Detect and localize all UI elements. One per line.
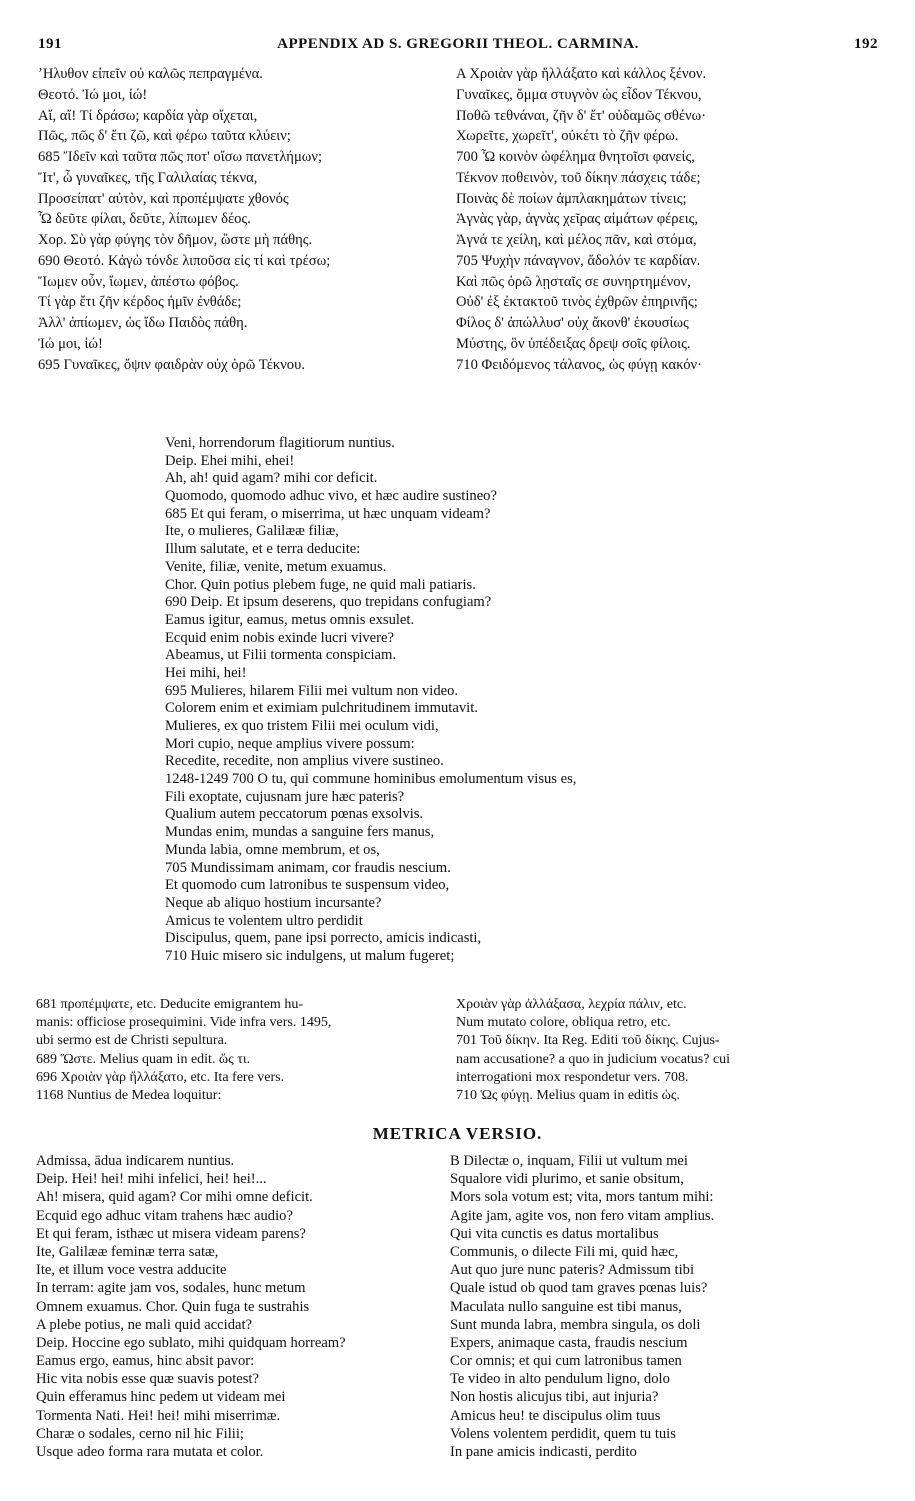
page-header bbox=[38, 36, 878, 58]
text-line: Veni, horrendorum flagitiorum nuntius. bbox=[165, 435, 395, 451]
text-line: Ecquid enim nobis exinde lucri vivere? bbox=[165, 629, 394, 646]
text-line: B Dilectæ o, inquam, Filii ut vultum mei bbox=[450, 1153, 688, 1169]
text-line: Illum salutate, et e terra deducite: bbox=[165, 541, 361, 558]
text-line: 1168 Nuntius de Medea loquitur: bbox=[36, 1087, 222, 1103]
text-line: 685 Ἴδεῖν καὶ ταῦτα πῶς ποτ' οἴσω πανετλήμων; bbox=[38, 149, 323, 165]
greek-text-right-column bbox=[456, 64, 876, 375]
text-line: Hic vita nobis esse quæ suavis potest? bbox=[36, 1371, 259, 1388]
text-line: Hei mihi, hei! bbox=[165, 664, 247, 681]
text-line: Amicus heu! te discipulus olim tuus bbox=[450, 1407, 661, 1424]
text-line: 700 Ὦ κοινὸν ὠφέλημα θνητοῖσι φανείς, bbox=[456, 149, 695, 165]
text-line: 695 Γυναῖκες, ὄψιν φαιδρὰν οὐχ ὁρῶ Τέκνου. bbox=[38, 356, 305, 373]
text-line: Deip. Hoccine ego sublato, mihi quidquam horream? bbox=[36, 1334, 346, 1351]
text-line: 710 Φειδόμενος τάλανος, ὡς φύγῃ κακόν· bbox=[456, 356, 702, 373]
text-line: Maculata nullo sanguine est tibi manus, bbox=[450, 1298, 682, 1315]
text-line: Qui vita cunctis es datus mortalibus bbox=[450, 1225, 659, 1242]
text-line: 689 Ὥστε. Melius quam in edit. ὥς τι. bbox=[36, 1051, 251, 1067]
text-line: Amicus te volentem ultro perdidit bbox=[165, 912, 363, 929]
text-line: Cor omnis; et qui cum latronibus tamen bbox=[450, 1353, 682, 1370]
text-line: Γυναῖκες, ὄμμα στυγνὸν ὡς εἶδον Τέκνου, bbox=[456, 86, 702, 103]
footnotes-left-column bbox=[36, 996, 456, 1105]
text-line: Mori cupio, neque amplius vivere possum: bbox=[165, 735, 415, 752]
text-line: Ἰώ μοι, ἰώ! bbox=[38, 335, 103, 352]
text-line: Eamus ergo, eamus, hinc absit pavor: bbox=[36, 1353, 255, 1370]
text-line: Et quomodo cum latronibus te suspensum video, bbox=[165, 877, 450, 894]
text-line: Venite, filiæ, venite, metum exuamus. bbox=[165, 558, 387, 575]
text-line: Munda labia, omne membrum, et os, bbox=[165, 841, 380, 858]
page-number-right: 192 bbox=[854, 36, 878, 52]
text-line: 695 Mulieres, hilarem Filii mei vultum non video. bbox=[165, 682, 459, 699]
footnotes-right-column bbox=[456, 996, 886, 1105]
text-line: Deip. Hei! hei! mihi infelici, hei! hei!... bbox=[36, 1171, 267, 1188]
text-line: Φίλος δ' ἀπώλλυσ' οὐχ ἄκονθ' ἑκουσίως bbox=[456, 315, 689, 331]
text-line: Tormenta Nati. Hei! hei! mihi miserrimæ. bbox=[36, 1407, 281, 1424]
text-line: Recedite, recedite, non amplius vivere sustineo. bbox=[165, 753, 444, 770]
text-line: 696 Χροιὰν γὰρ ἤλλάξατο, etc. Ita fere vers. bbox=[36, 1069, 285, 1085]
text-line: Ah, ah! quid agam? mihi cor deficit. bbox=[165, 470, 378, 487]
text-line: Deip. Ehei mihi, ehei! bbox=[165, 452, 295, 469]
text-line: Usque adeo forma rara mutata et color. bbox=[36, 1444, 264, 1460]
text-line: 705 Mundissimam animam, cor fraudis nescium. bbox=[165, 859, 451, 876]
text-line: Τί γὰρ ἔτι ζῆν κέρδος ἡμῖν ἐνθάδε; bbox=[38, 294, 242, 311]
text-line: Ἴωμεν οὖν, ἴωμεν, ἀπέστω φόβος. bbox=[38, 273, 239, 290]
text-line: Μύστης, ὃν ὑπέδειξας δρεψ σοῖς φίλοις. bbox=[456, 335, 691, 352]
text-line: Mors sola votum est; vita, mors tantum mihi: bbox=[450, 1189, 714, 1206]
text-line: nam accusatione? a quo in judicium vocatus? cui bbox=[456, 1051, 731, 1067]
text-line: Neque ab aliquo hostium incursante? bbox=[165, 894, 382, 911]
text-line: Num mutato colore, obliqua retro, etc. bbox=[456, 1015, 671, 1031]
text-line: Quomodo, quomodo adhuc vivo, et hæc audire sustineo? bbox=[165, 488, 497, 505]
text-line: Mundas enim, mundas a sanguine fers manus, bbox=[165, 824, 435, 841]
text-line: Expers, animaque casta, fraudis nescium bbox=[450, 1334, 688, 1351]
section-title: METRICA VERSIO. bbox=[372, 1124, 543, 1143]
text-line: 690 Deip. Et ipsum deserens, quo trepidans confugiam? bbox=[165, 594, 492, 611]
text-line: Squalore vidi plurimo, et sanie obsitum, bbox=[450, 1171, 684, 1188]
text-line: Abeamus, ut Filii tormenta conspiciam. bbox=[165, 647, 397, 664]
text-line: Θεοτό. Ἰώ μοι, ἰώ! bbox=[38, 86, 148, 103]
text-line: 681 προπέμψατε, etc. Deducite emigrantem hu- bbox=[36, 997, 303, 1012]
text-line: Sunt munda labra, membra singula, os doli bbox=[450, 1316, 701, 1333]
text-line: Χορ. Σὺ γὰρ φύγης τὸν δῆμον, ὥστε μὴ πάθης. bbox=[38, 232, 313, 248]
text-line: Admissa, ādua indicarem nuntius. bbox=[36, 1153, 235, 1169]
text-line: ʼΗλυθον εἰπεῖν οὐ καλῶς πεπραγμένα. bbox=[38, 66, 263, 82]
text-line: A plebe potius, ne mali quid accidat? bbox=[36, 1316, 253, 1333]
text-line: Agite jam, agite vos, non fero vitam amplius. bbox=[450, 1207, 715, 1224]
text-line: Ποινὰς δὲ ποίων ἀμπλακημάτων τίνεις; bbox=[456, 190, 687, 207]
text-line: Qualium autem peccatorum pœnas exsolvis. bbox=[165, 806, 424, 823]
text-line: Mulieres, ex quo tristem Filii mei oculum vidi, bbox=[165, 718, 439, 734]
page-number-left: 191 bbox=[38, 36, 62, 52]
text-line: 701 Τοῦ δίκην. Ita Reg. Editi τοῦ δίκης. Cujus- bbox=[456, 1033, 720, 1049]
text-line: Πῶς, πῶς δ' ἔτι ζῶ, καὶ φέρω ταῦτα κλύειν; bbox=[38, 128, 291, 145]
text-line: Ἴτ', ὦ γυναῖκες, τῆς Γαλιλαίας τέκνα, bbox=[38, 169, 258, 186]
text-line: Charæ o sodales, cerno nil hic Filii; bbox=[36, 1425, 244, 1442]
text-line: Omnem exuamus. Chor. Quin fuga te sustrahis bbox=[36, 1298, 310, 1315]
text-line: Ἁγνά τε χείλη, καὶ μέλος πᾶν, καὶ στόμα, bbox=[456, 232, 697, 248]
text-line: ubi sermo est de Christi sepultura. bbox=[36, 1033, 228, 1049]
text-line: 710 Huic misero sic indulgens, ut malum fugeret; bbox=[165, 947, 455, 964]
text-line: Χωρεῖτε, χωρεῖτ', οὐκέτι τὸ ζῆν φέρω. bbox=[456, 128, 679, 145]
metrical-version-left-column bbox=[36, 1152, 456, 1461]
text-line: Καὶ πῶς ὁρῶ λῃσταῖς σε συνηρτημένον, bbox=[456, 273, 691, 290]
text-line: Ἁγνὰς γὰρ, ἁγνὰς χεῖρας αἱμάτων φέρεις, bbox=[456, 211, 699, 228]
text-line: Aut quo jure nunc pateris? Admissum tibi bbox=[450, 1262, 695, 1279]
text-line: In terram: agite jam vos, sodales, hunc metum bbox=[36, 1280, 306, 1297]
text-line: In pane amicis indicasti, perdito bbox=[450, 1444, 637, 1460]
text-line: Χροιὰν γὰρ ἀλλάξασα, λεχρία πάλιν, etc. bbox=[456, 997, 687, 1012]
text-line: A Χροιὰν γὰρ ἤλλάξατο καὶ κάλλος ξένον. bbox=[456, 66, 707, 82]
text-line: Non hostis alicujus tibi, aut injuria? bbox=[450, 1389, 659, 1406]
text-line: 710 Ὡς φύγῃ. Melius quam in editis ὡς. bbox=[456, 1087, 680, 1103]
text-line: manis: officiose prosequimini. Vide infra vers. 1495, bbox=[36, 1015, 332, 1031]
text-line: Volens volentem perdidit, quem tu tuis bbox=[450, 1425, 676, 1442]
text-line: Et qui feram, isthæc ut misera videam parens? bbox=[36, 1225, 306, 1242]
text-line: Ite, o mulieres, Galilææ filiæ, bbox=[165, 523, 339, 540]
text-line: Chor. Quin potius plebem fuge, ne quid mali patiaris. bbox=[165, 576, 476, 593]
text-line: Fili exoptate, cujusnam jure hæc pateris? bbox=[165, 788, 405, 805]
text-line: interrogationi mox respondetur vers. 708. bbox=[456, 1069, 689, 1085]
text-line: Eamus igitur, eamus, metus omnis exsulet. bbox=[165, 611, 415, 628]
text-line: Communis, o dilecte Fili mi, quid hæc, bbox=[450, 1243, 679, 1260]
latin-prose-translation bbox=[165, 435, 805, 966]
text-line: 705 Ψυχὴν πάναγνον, ἄδολόν τε καρδίαν. bbox=[456, 252, 701, 269]
text-line: Ecquid ego adhuc vitam trahens hæc audio? bbox=[36, 1207, 293, 1224]
text-line: Colorem enim et eximiam pulchritudinem immutavit. bbox=[165, 700, 478, 717]
text-line: Quale istud ob quod tam graves pœnas luis? bbox=[450, 1280, 708, 1297]
running-title: APPENDIX AD S. GREGORII THEOL. CARMINA. bbox=[277, 36, 639, 52]
text-line: 685 Et qui feram, o miserrima, ut hæc unquam videam? bbox=[165, 505, 491, 522]
metrical-version-right-column bbox=[450, 1152, 880, 1461]
text-line: Discipulus, quem, pane ipsi porrecto, amicis indicasti, bbox=[165, 930, 482, 947]
text-line: Αἴ, αἴ! Τί δράσω; καρδία γὰρ οἴχεται, bbox=[38, 107, 258, 124]
text-line: Οὐδ' ἐξ ἐκτακτοῦ τινὸς ἐχθρῶν ἐπηρινῆς; bbox=[456, 294, 698, 311]
text-line: Τέκνον ποθεινὸν, τοῦ δίκην πάσχεις τάδε; bbox=[456, 169, 701, 186]
text-line: Προσείπατ' αὐτὸν, καὶ προπέμψατε χθονός bbox=[38, 190, 289, 207]
text-line: Ite, Galilææ feminæ terra satæ, bbox=[36, 1243, 219, 1260]
text-line: Te video in alto pendulum ligno, dolo bbox=[450, 1371, 670, 1388]
text-line: Ite, et illum voce vestra adducite bbox=[36, 1262, 227, 1279]
text-line: 690 Θεοτό. Κἀγὼ τόνδε λιποῦσα εἰς τί καὶ τρέσω; bbox=[38, 252, 331, 269]
text-line: Ah! misera, quid agam? Cor mihi omne deficit. bbox=[36, 1189, 313, 1206]
text-line: Quin efferamus hinc pedem ut videam mei bbox=[36, 1389, 286, 1406]
text-line: Ὦ δεῦτε φίλαι, δεῦτε, λίπωμεν δέος. bbox=[38, 211, 251, 228]
text-line: 1248-1249 700 O tu, qui commune hominibus emolumentum visus es, bbox=[165, 771, 577, 788]
text-line: Ἀλλ' ἀπίωμεν, ὡς ἴδω Παιδὸς πάθη. bbox=[38, 315, 248, 331]
text-line: Ποθῶ τεθνάναι, ζῆν δ' ἔτ' οὐδαμῶς σθένω· bbox=[456, 107, 707, 124]
greek-text-left-column bbox=[38, 64, 458, 375]
